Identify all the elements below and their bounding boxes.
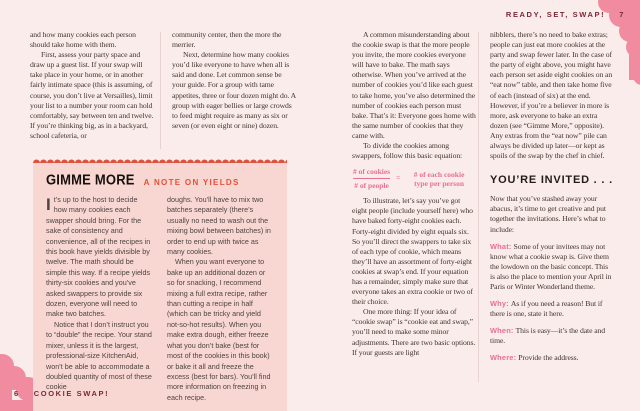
invite-item-why bbox=[490, 299, 613, 319]
column-rule bbox=[478, 32, 479, 382]
invite-item-what bbox=[490, 242, 613, 292]
gimme-more-body bbox=[33, 163, 287, 411]
gimme-more-column-2 bbox=[167, 195, 273, 403]
right-page-column-1 bbox=[352, 30, 476, 358]
paragraph: A common misunderstanding about the cookie swap is that the more people you invite, the more cookies everyone will have to bake. The math says otherwise. When you’ve arrived at the number of cookies you’d like each guest to take home, you’ve also determined the number of cookies each person must bake. That’s it: Everyone goes home with the same number of cookies that they came with. bbox=[352, 30, 476, 140]
equation-fraction bbox=[353, 167, 390, 190]
page-number: 7 bbox=[619, 10, 625, 19]
paragraph-with-dropcap bbox=[46, 195, 152, 320]
invite-item-where bbox=[490, 353, 613, 363]
gimme-more-title-row bbox=[46, 170, 274, 189]
paragraph: nibblers, there’s no need to bake extras; people can just eat more cookies at the party and swap fewer later. In the case of the party of eight above, you might have each person set aside eight cookies on an “eat now” table, and then take home five of each (instead of six) at the end. However, if you’re a believer in more is more, ask everyone to bake an extra dozen (see “Gimme More,” opposite). Any extras from the “eat now” pile can always be divided up later—or kept as spoils of the swap by the chef in chief. bbox=[490, 30, 613, 161]
right-page-column-2 bbox=[490, 30, 613, 364]
invite-item-when bbox=[490, 326, 613, 346]
paragraph: One more thing: If your idea of “cookie swap” is “cookie eat and swap,” you’ll need to make some minor adjustments. There are two basic options. If your guests are light bbox=[352, 307, 476, 357]
paragraph: t’s up to the host to decide how many cookies each swapper should bring. For the sake of consistency and convenience, all of the recipes in this book have yields divisible by twelve. The math should be simple this way. If a recipe yields thirty-six cookies and you’ve asked swappers to provide six dozen, everyone will need to make two batches. bbox=[46, 195, 151, 319]
gimme-more-column-1 bbox=[46, 195, 152, 403]
paragraph: When you want everyone to bake up an additional dozen or so for snacking, I recommend mixing a full extra recipe, rather than cutting a recipe in half (which can be tricky and yield not-so-hot results). When you make extra dough, either freeze what you don’t bake (best for most of the cookies in this book) or bake it all and freeze the excess (best for bars). You’ll find more information on freezing in each recipe. bbox=[167, 257, 271, 402]
invite-item-label: Where: bbox=[490, 353, 517, 363]
invite-item-text: As if you need a reason! But if there is one, state it here. bbox=[490, 299, 603, 319]
paragraph: Now that you’ve stashed away your abacus, it’s time to get creative and put together the invitations. Here’s what to include: bbox=[490, 194, 606, 234]
paragraph: community center, then the more the merrier. bbox=[172, 30, 282, 50]
invite-item-text: Provide the address. bbox=[518, 353, 579, 363]
running-foot-title: COOKIE SWAP! bbox=[33, 389, 110, 398]
paragraph: To divide the cookies among swappers, follow this basic equation: bbox=[352, 141, 463, 161]
equation-result: # of each cookie type per person bbox=[413, 169, 465, 188]
column-rule bbox=[160, 32, 161, 149]
paragraph: To illustrate, let’s say you’ve got eight people (include yourself here) who have baked forty-eight cookies each. Forty-eight divided by eight equals six. So you’ll direct the swappers to take six of each type of cookie, which means they’ll have an assortment of forty-eight cookies at swap’s end. If your equation has a remainder, simply make sure that everyone takes an extra cookie or two of their choice. bbox=[352, 196, 473, 307]
gimme-more-columns bbox=[46, 195, 274, 403]
invite-item-text: This is easy—it’s the date and time. bbox=[490, 326, 606, 346]
page-number: 6 bbox=[14, 389, 20, 398]
running-head bbox=[506, 10, 625, 19]
left-page-column-2 bbox=[172, 30, 297, 131]
paragraph: Next, determine how many cookies you’d like everyone to have when all is said and done. Let common sense be your guide. For a group with tame appetites, three or four dozen might do. A group with eager bellies or large crowds to feed might require as many as six or seven (or even eight or nine) dozen. bbox=[172, 50, 296, 130]
paragraph: and how many cookies each person should take home with them. bbox=[30, 30, 136, 50]
left-page-column-1 bbox=[30, 30, 155, 141]
dropcap-letter: I bbox=[46, 195, 51, 214]
invite-item-label: What: bbox=[490, 241, 512, 251]
invite-item-label: When: bbox=[490, 326, 514, 336]
invite-item-label: Why: bbox=[490, 299, 509, 309]
equation-numerator: # of cookies bbox=[353, 167, 391, 177]
running-head-title: READY, SET, SWAP! bbox=[505, 10, 606, 19]
invite-item-text: Some of your invitees may not know what a cookie swap is. Give them the lowdown on the basic concept. This is also the place to mention your April in Paris or Winter Wonderland theme. bbox=[490, 241, 612, 291]
fraction-bar bbox=[353, 178, 390, 179]
cookie-equation bbox=[353, 167, 476, 190]
equation-denominator: # of people bbox=[354, 181, 389, 191]
running-foot bbox=[14, 389, 109, 398]
paragraph: doughs. You’ll have to mix two batches separately (there’s usually no need to wash out the mixing bowl between batches) in order to end up with twice as many cookies. bbox=[167, 195, 271, 257]
paragraph: Notice that I don’t instruct you to “double” the recipe. Your stand mixer, unless it is the largest, professional-size KitchenAid, won’t be able to accommodate a doubled quantity of most of these cookie bbox=[46, 319, 152, 392]
youre-invited-heading: YOU’RE INVITED . . . bbox=[490, 174, 613, 187]
gimme-more-sidebar-box bbox=[33, 158, 287, 411]
gimme-more-title: GIMME MORE bbox=[46, 170, 135, 189]
paragraph: First, assess your party space and draw up a guest list. If your swap will take place in your home, or in another fairly intimate space (this is assuming, of course, you don’t live at Versailles), limit your list to a number your room can hold comfortably, say between ten and twelve. If you’re thinking big, as in a backyard, school cafeteria, or bbox=[30, 50, 154, 140]
gimme-more-subtitle: A NOTE ON YIELDS bbox=[143, 178, 240, 187]
equals-sign: = bbox=[396, 174, 401, 183]
